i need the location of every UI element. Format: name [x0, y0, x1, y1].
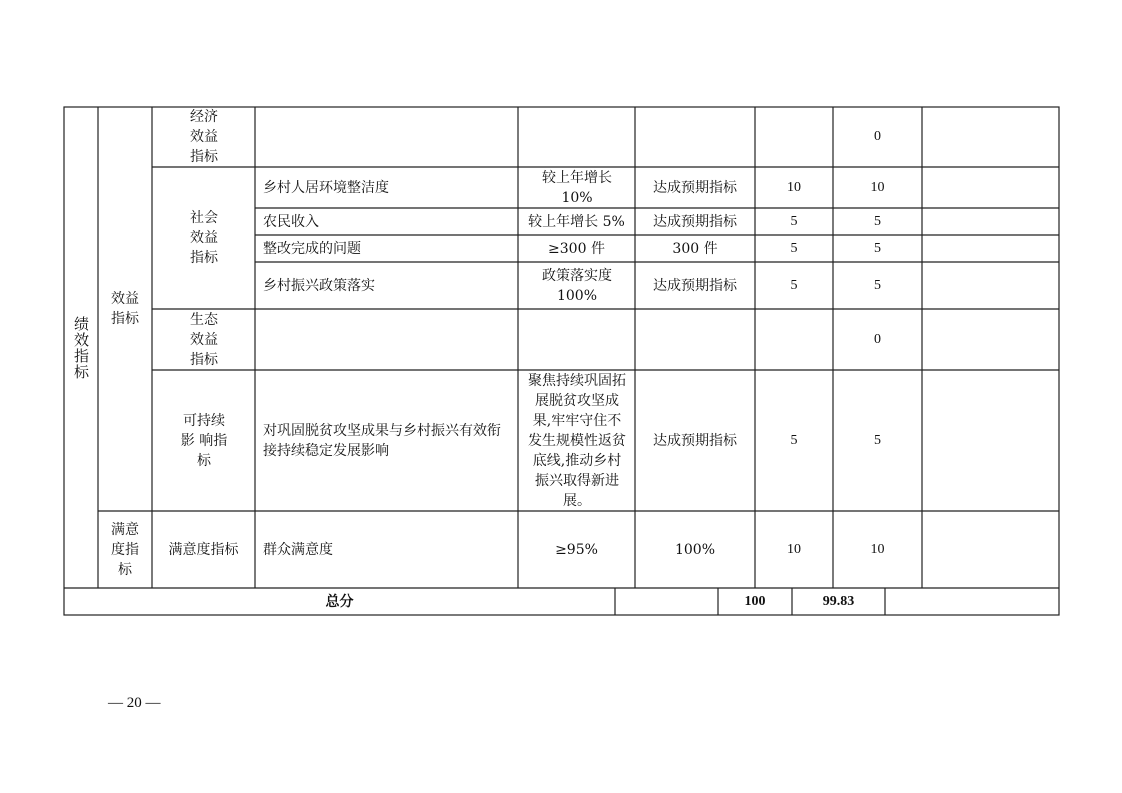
total-weight: 100: [744, 593, 766, 609]
subcategory-benefit: 效益指标: [111, 291, 139, 327]
target-rectification: ≥300 件: [548, 240, 605, 257]
actual-policy: 达成预期指标: [653, 277, 737, 294]
weight-environment: 10: [787, 179, 801, 195]
indicator-sustainable: 可持续影 响指 标: [180, 412, 228, 469]
target-satisfaction: ≥95%: [555, 541, 598, 558]
item-sustainable: 对巩固脱贫攻坚成果与乡村振兴有效衔接持续稳定发展影响: [263, 422, 501, 459]
score-policy: 5: [874, 277, 881, 293]
score-ecological: 0: [874, 331, 881, 347]
target-environment: 较上年增长10%: [542, 169, 612, 206]
item-income: 农民收入: [263, 213, 319, 230]
target-policy: 政策落实度100%: [542, 267, 612, 304]
weight-policy: 5: [790, 277, 798, 293]
indicator-social: 社会效益指标: [190, 210, 218, 266]
actual-environment: 达成预期指标: [653, 179, 737, 196]
target-sustainable: 聚焦持续巩固拓展脱贫攻坚成果,牢牢守住不发生规模性返贫底线,推动乡村振兴取得新进展。: [528, 372, 626, 509]
item-rectification: 整改完成的问题: [263, 240, 361, 257]
weight-sustainable: 5: [790, 432, 798, 448]
actual-satisfaction: 100%: [674, 541, 716, 558]
indicator-economic: 经济效益指标: [190, 109, 218, 165]
indicator-ecological: 生态效益指标: [190, 311, 218, 368]
total-score: 99.83: [822, 593, 855, 609]
score-satisfaction: 10: [870, 541, 885, 557]
score-environment: 10: [870, 179, 885, 195]
weight-rectification: 5: [790, 240, 798, 256]
page-number: — 20 —: [108, 695, 161, 711]
actual-sustainable: 达成预期指标: [653, 432, 737, 449]
item-satisfaction: 群众满意度: [263, 541, 333, 558]
category-label: 绩效指标: [72, 315, 90, 380]
target-income: 较上年增长 5%: [528, 213, 625, 230]
item-environment: 乡村人居环境整洁度: [263, 179, 389, 196]
actual-income: 达成预期指标: [653, 213, 737, 230]
score-rectification: 5: [874, 240, 881, 256]
weight-satisfaction: 10: [787, 541, 801, 557]
weight-income: 5: [790, 213, 798, 229]
subcategory-satisfaction: 满意度指标: [111, 521, 139, 578]
score-income: 5: [874, 213, 881, 229]
score-economic: 0: [874, 129, 881, 144]
indicator-satisfaction: 满意度指标: [168, 541, 239, 558]
item-policy: 乡村振兴政策落实: [263, 277, 375, 294]
score-sustainable: 5: [874, 432, 881, 448]
total-label: 总分: [325, 593, 354, 610]
actual-rectification: 300 件: [672, 240, 718, 257]
